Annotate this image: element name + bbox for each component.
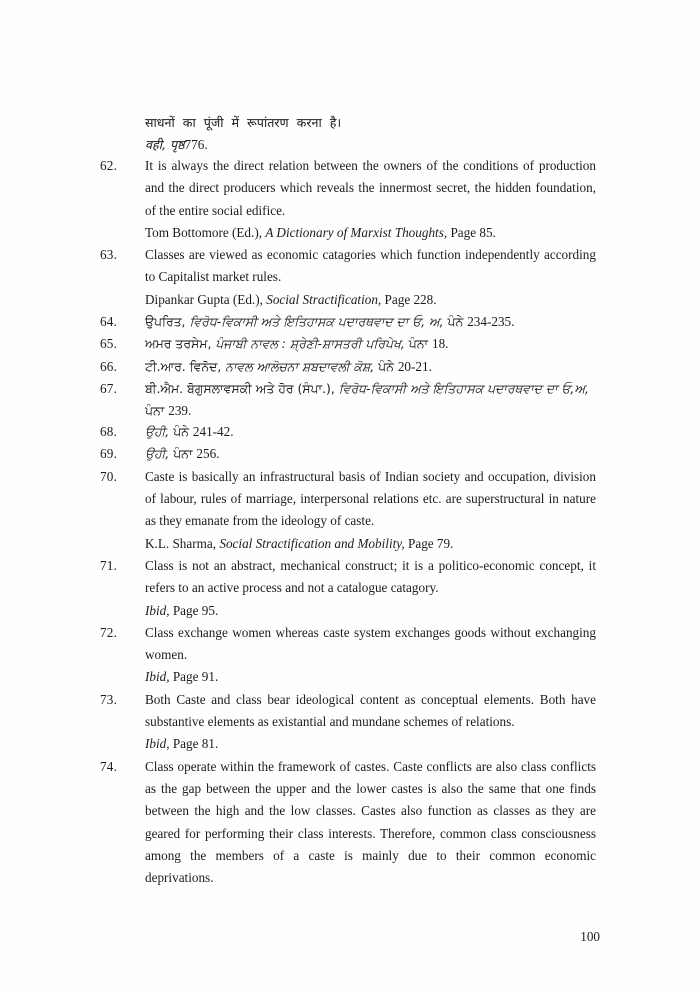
citation-page: Page 228. (381, 291, 437, 307)
note-citation (145, 600, 596, 622)
note-item (100, 466, 596, 555)
top-hindi-block (145, 112, 596, 155)
gurmukhi-text: ਪੰਨਾ (404, 336, 432, 352)
note-body (145, 689, 596, 756)
citation-title: Ibid, (145, 736, 170, 752)
gurmukhi-page-number: 241-42. (192, 424, 234, 440)
note-item (100, 244, 596, 311)
note-item (100, 689, 596, 756)
note-body (145, 756, 596, 890)
note-number: 72. (100, 624, 118, 640)
citation-author: Tom Bottomore (Ed.), (145, 224, 266, 240)
note-number: 64. (100, 314, 118, 330)
note-body (145, 622, 596, 689)
note-citation (145, 222, 596, 244)
note-gurmukhi-line (145, 421, 596, 443)
note-text: Classes are viewed as economic catagories which function independently according to Capitalist market rules. (145, 247, 596, 285)
hindi-citation-italic: वही, पृष्ठ (145, 136, 185, 152)
note-item (100, 356, 596, 378)
note-gurmukhi-line (145, 443, 596, 465)
gurmukhi-title: ਵਿਰੋਧ-ਵਿਕਾਸੀ ਅਤੇ ਇਤਿਹਾਸਕ ਪਦਾਰਥਵਾਦ ਦਾ ਓ, ਅ, (189, 314, 444, 330)
note-item (100, 443, 596, 465)
hindi-citation-page: 776. (184, 136, 208, 152)
note-text: Both Caste and class bear ideological content as conceptual elements. Both have substantive elements as existantial and mundane schemes of relations. (145, 691, 596, 730)
gurmukhi-text: ਪੰਨੇ (169, 424, 193, 440)
note-gurmukhi-line (145, 311, 596, 333)
gurmukhi-title: ਵਿਰੋਧ-ਵਿਕਾਸੀ ਅਤੇ ਇਤਿਹਾਸਕ ਪਦਾਰਥਵਾਦ ਦਾ ਓ,ਅ, (338, 380, 589, 396)
citation-page: Page 85. (447, 224, 496, 240)
gurmukhi-text: ਪੰਨਾ (145, 402, 169, 418)
note-number: 67. (100, 380, 118, 396)
note-item (100, 311, 596, 333)
gurmukhi-text: ਪੰਨੇ (374, 358, 398, 374)
gurmukhi-text: ਬੀ.ਐਮ. ਬੋਗੁਸਲਾਵਸਕੀ ਅਤੇ ਹੋਰ (ਸੰਪਾ.), (145, 380, 339, 396)
note-item (100, 622, 596, 689)
note-text: Caste is basically an infrastructural basis of Indian society and occupation, division of labour, rules of marriage, interpersonal relations etc. are superstructural in nature as they emanate from the ideology of caste. (145, 468, 596, 529)
gurmukhi-text: ਪੰਨੇ (443, 314, 468, 330)
note-item (100, 756, 596, 890)
gurmukhi-page-number: 18. (431, 336, 449, 352)
note-gurmukhi-line (145, 333, 596, 355)
note-citation (145, 533, 596, 555)
note-body (145, 421, 596, 443)
note-citation (145, 289, 596, 311)
page-number: 100 (580, 929, 600, 944)
citation-page: Page 81. (169, 736, 219, 752)
note-citation (145, 733, 596, 755)
endnotes-content (100, 112, 596, 889)
hindi-citation-line (145, 134, 596, 156)
note-number: 63. (100, 247, 118, 263)
note-number: 66. (100, 358, 118, 374)
gurmukhi-title: ਪੰਜਾਬੀ ਨਾਵਲ : ਸ਼੍ਰੇਣੀ-ਸ਼ਾਸਤਰੀ ਪਰਿਪੇਖ, (215, 336, 405, 352)
citation-title: A Dictionary of Marxist Thoughts, (265, 224, 448, 240)
citation-author: K.L. Sharma, (145, 535, 220, 551)
note-text: It is always the direct relation between the owners of the conditions of production and the direct producers which reveals the innermost secret, the hidden foundation, of the entire social edifice. (145, 158, 596, 218)
citation-page: Page 79. (404, 535, 454, 551)
gurmukhi-title: ਉਹੀ, (145, 424, 170, 440)
note-body (145, 443, 596, 465)
note-item (100, 421, 596, 443)
citation-title: Ibid, (145, 669, 170, 685)
gurmukhi-page-number: 20-21. (397, 358, 432, 374)
gurmukhi-text: ਉਪਰਿਤ, (145, 314, 190, 330)
note-body (145, 155, 596, 244)
note-text: Class is not an abstract, mechanical construct; it is a politico-economic concept, it refers to an active process and not a catalogue catagory. (145, 557, 596, 596)
note-body (145, 333, 596, 355)
citation-title: Social Stractification and Mobility, (219, 535, 405, 551)
note-item (100, 333, 596, 355)
note-number: 69. (100, 446, 118, 462)
gurmukhi-title: ਉਹੀ, (145, 446, 170, 462)
gurmukhi-text: ਟੀ.ਆਰ. ਵਿਨੋਦ, (145, 358, 226, 374)
note-body (145, 378, 596, 421)
note-gurmukhi-line (145, 378, 596, 400)
gurmukhi-title: ਨਾਵਲ ਆਲੋਚਨਾ ਸ਼ਬਦਾਵਲੀ ਕੋਸ਼, (225, 358, 375, 374)
note-number: 62. (100, 158, 118, 173)
note-number: 71. (100, 557, 118, 573)
note-citation (145, 666, 596, 688)
hindi-continuation-line: साधनों का पूंजी में रूपांतरण करना है। (145, 115, 342, 130)
note-body (145, 356, 596, 378)
citation-author: Dipankar Gupta (Ed.), (145, 291, 267, 307)
note-item (100, 155, 596, 244)
gurmukhi-text: ਅਮਰ ਤਰਸੇਮ, (145, 336, 216, 352)
citation-page: Page 95. (169, 602, 219, 618)
gurmukhi-page-number: 239. (168, 402, 192, 418)
note-body (145, 244, 596, 311)
note-number: 70. (100, 468, 118, 484)
note-text: Class operate within the framework of castes. Caste conflicts are also class conflicts as the gap between the upper and the lower castes is also the same that one finds between the high and the low classes. Castes also function as classes as they are geared for performing their class interests. Therefore, common class consciousness among the members of a caste is mainly due to their common economic deprivations. (145, 758, 596, 886)
citation-title: Ibid, (145, 602, 170, 618)
note-gurmukhi-line (145, 400, 596, 422)
note-number: 68. (100, 424, 118, 440)
gurmukhi-text: ਪੰਨਾ (169, 446, 197, 462)
gurmukhi-page-number: 234-235. (467, 314, 515, 330)
note-number: 73. (100, 691, 118, 707)
note-number: 65. (100, 336, 118, 352)
note-item (100, 378, 596, 421)
note-gurmukhi-line (145, 356, 596, 378)
gurmukhi-page-number: 256. (196, 446, 220, 462)
note-text: Class exchange women whereas caste system exchanges goods without exchanging women. (145, 624, 596, 663)
note-body (145, 555, 596, 622)
notes-list (100, 155, 596, 889)
citation-title: Social Stractification, (266, 291, 382, 307)
note-body (145, 466, 596, 555)
note-body (145, 311, 596, 333)
note-item (100, 555, 596, 622)
citation-page: Page 91. (169, 669, 219, 685)
note-number: 74. (100, 758, 118, 774)
